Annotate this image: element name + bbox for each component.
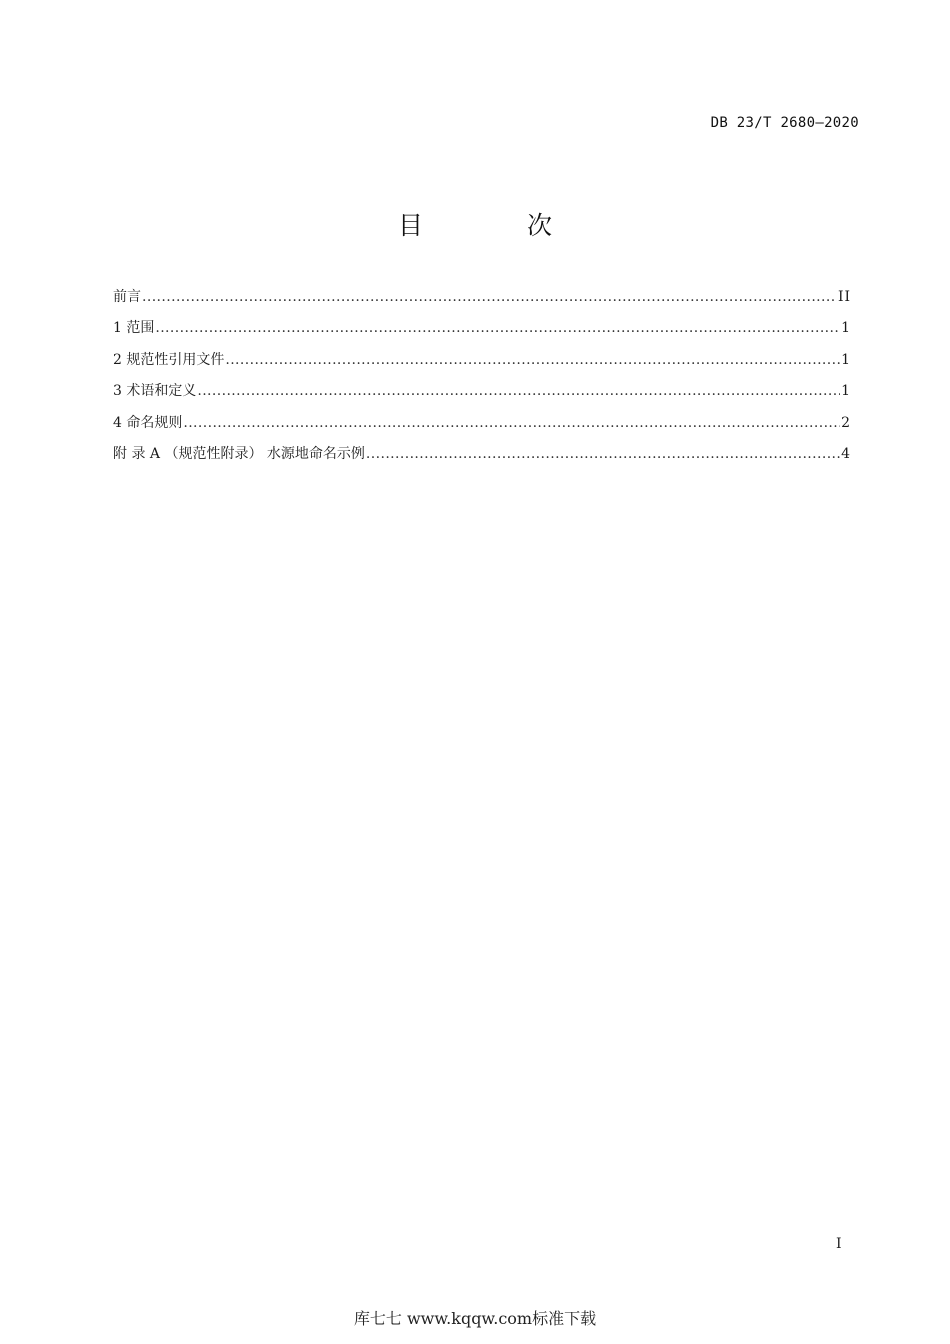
toc-entry-naming-rules[interactable] [113,412,851,443]
toc-dot-leader [225,349,840,371]
toc-entry-page: 1 [841,320,851,337]
toc-entry-page: II [837,289,851,305]
toc-entry-label: 4 命名规则 [113,414,183,431]
toc-entry-scope[interactable] [113,317,851,348]
toc-dot-leader [142,286,837,308]
toc-entry-page: 1 [841,351,851,368]
toc-entry-page: 4 [841,445,851,462]
toc-dot-leader [155,317,840,339]
toc-entry-label: 前言 [113,289,141,305]
toc-entry-appendix-a[interactable] [113,443,851,474]
table-of-contents [113,286,851,474]
page-title: 目 次 [398,211,600,240]
standard-code: DB 23/T 2680—2020 [710,115,859,131]
toc-entry-foreword[interactable] [113,286,851,317]
toc-entry-terms-definitions[interactable] [113,380,851,411]
toc-entry-label: 1 范围 [113,320,155,337]
page-number: I [836,1236,842,1252]
toc-dot-leader [197,380,840,402]
toc-entry-page: 1 [841,383,851,400]
toc-entry-label: 3 术语和定义 [113,383,197,400]
toc-entry-label: 附 录 A （规范性附录） 水源地命名示例 [113,445,365,462]
toc-dot-leader [183,412,840,434]
toc-entry-page: 2 [841,414,851,431]
footer-watermark: 库七七 www.kqqw.com标准下载 [353,1309,597,1328]
toc-entry-normative-references[interactable] [113,349,851,380]
toc-dot-leader [366,443,840,465]
toc-entry-label: 2 规范性引用文件 [113,351,225,368]
